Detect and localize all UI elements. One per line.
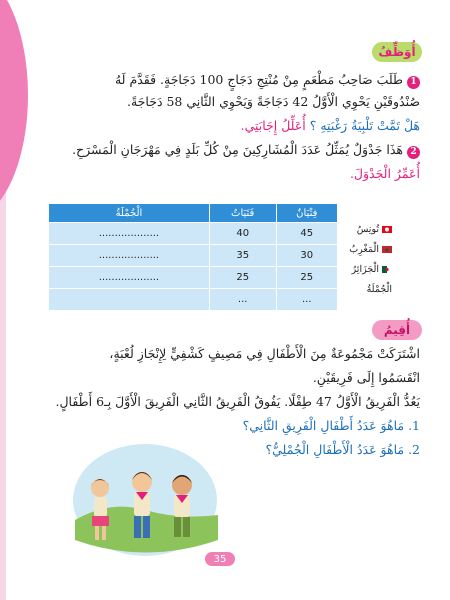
problem-2-badge: 2 xyxy=(407,146,420,159)
eval-line-1: اشْتَرَكَتْ مَجْمُوعَةٌ مِنَ الْأَطْفَالِ فِي مَصِيفٍ كَشْفِيٍّ لِإِنْجَازِ لُعْبَةٍ، xyxy=(109,346,420,361)
problem-1-badge: 1 xyxy=(407,76,420,89)
row-label-algeria xyxy=(340,259,392,279)
problem-1-text-1: طَلَبَ صَاحِبُ مَطْعَمٍ مِنْ مُنْتِجِ دَجَاجٍ 100 دَجَاجَةٍ. فَقَدَّمَ لَهُ xyxy=(114,72,403,87)
problem-2-instruction: أُعَمِّرُ الْجَدْوَلَ. xyxy=(349,166,420,181)
table-row xyxy=(49,267,338,289)
cell-total[interactable]: ................... xyxy=(49,267,210,289)
cell-boys: 25 xyxy=(276,267,337,289)
problem-2-text: هَذَا جَدْوَلٌ يُمَثِّلُ عَدَدَ الْمُشَارِكِينَ مِنْ كُلِّ بَلَدٍ فِي مَهْرَجَانِ الْمَسْرَحِ. xyxy=(72,142,403,157)
table-row-labels xyxy=(340,219,392,299)
problem-1-instruction: أُعَلِّلُ إِجَابَتِي. xyxy=(240,118,306,133)
decorative-pink-arc xyxy=(0,0,28,220)
cell-total[interactable]: ................... xyxy=(49,223,210,245)
table-row xyxy=(49,245,338,267)
row-label-total xyxy=(340,279,392,299)
cell-total xyxy=(49,289,210,311)
morocco-flag-icon xyxy=(382,246,392,253)
country-name: تُونِسُ xyxy=(356,223,379,235)
header-girls: فَتَيَاتٌ xyxy=(209,204,276,223)
section-title-apply: أُوَظِّفُ xyxy=(372,42,422,62)
cell-total[interactable]: ................... xyxy=(49,245,210,267)
cell-boys: 45 xyxy=(276,223,337,245)
participants-table xyxy=(48,203,338,311)
row-label-tunisia xyxy=(340,219,392,239)
problem-1-line-1 xyxy=(115,72,420,89)
eval-line-2: انْقَسَمُوا إِلَى فَرِيقَيْنِ. xyxy=(312,370,420,385)
country-name: الْجَزَائِرُ xyxy=(351,263,379,275)
cell-girls: 25 xyxy=(209,267,276,289)
algeria-flag-icon xyxy=(382,266,392,273)
eval-question-1: 1. مَاهُوَ عَدَدُ أَطْفَالِ الْفَرِيقِ الثَّانِي؟ xyxy=(242,418,420,433)
row-label-morocco xyxy=(340,239,392,259)
table-row-total xyxy=(49,289,338,311)
country-name: الْمَغْرِبُ xyxy=(349,243,379,255)
tunisia-flag-icon xyxy=(382,226,392,233)
problem-1-question: هَلْ تَمَّتْ تَلْبِيَةُ رَغْبَتِهِ ؟ xyxy=(309,118,420,133)
cell-boys: 30 xyxy=(276,245,337,267)
scouts-illustration xyxy=(70,440,220,560)
table-row xyxy=(49,223,338,245)
section-title-evaluate: أُقِيمُ xyxy=(372,320,422,340)
problem-2-line-1 xyxy=(72,142,420,159)
eval-line-3: يَعُدُّ الْفَرِيقُ الْأَوَّلُ 47 طِفْلًا. يَفُوقُ الْفَرِيقُ الثَّانِي الْفَرِيقَ الْأَوَّلَ بِـ6 أَطْفَالٍ. xyxy=(55,394,420,409)
header-boys: فِتْيَانٌ xyxy=(276,204,337,223)
header-total: الْجُمْلَةُ xyxy=(49,204,210,223)
cell-girls: 40 xyxy=(209,223,276,245)
cell-girls: 35 xyxy=(209,245,276,267)
eval-question-2: 2. مَاهُوَ عَدَدُ الْأَطْفَالِ الْجُمْلِيُّ؟ xyxy=(265,442,420,457)
problem-1-line-2: صُنْدُوقَيْنِ يَحْوِي الْأَوَّلُ 42 دَجَاجَةً وَيَحْوِي الثَّانِي 58 دَجَاجَةً. xyxy=(127,94,420,109)
table-header-row xyxy=(49,204,338,223)
cell-girls[interactable]: ... xyxy=(209,289,276,311)
page-number: 35 xyxy=(205,552,235,566)
cell-boys[interactable]: ... xyxy=(276,289,337,311)
country-name: الْجُمْلَةُ xyxy=(366,283,392,295)
problem-1-question-line xyxy=(241,118,420,133)
